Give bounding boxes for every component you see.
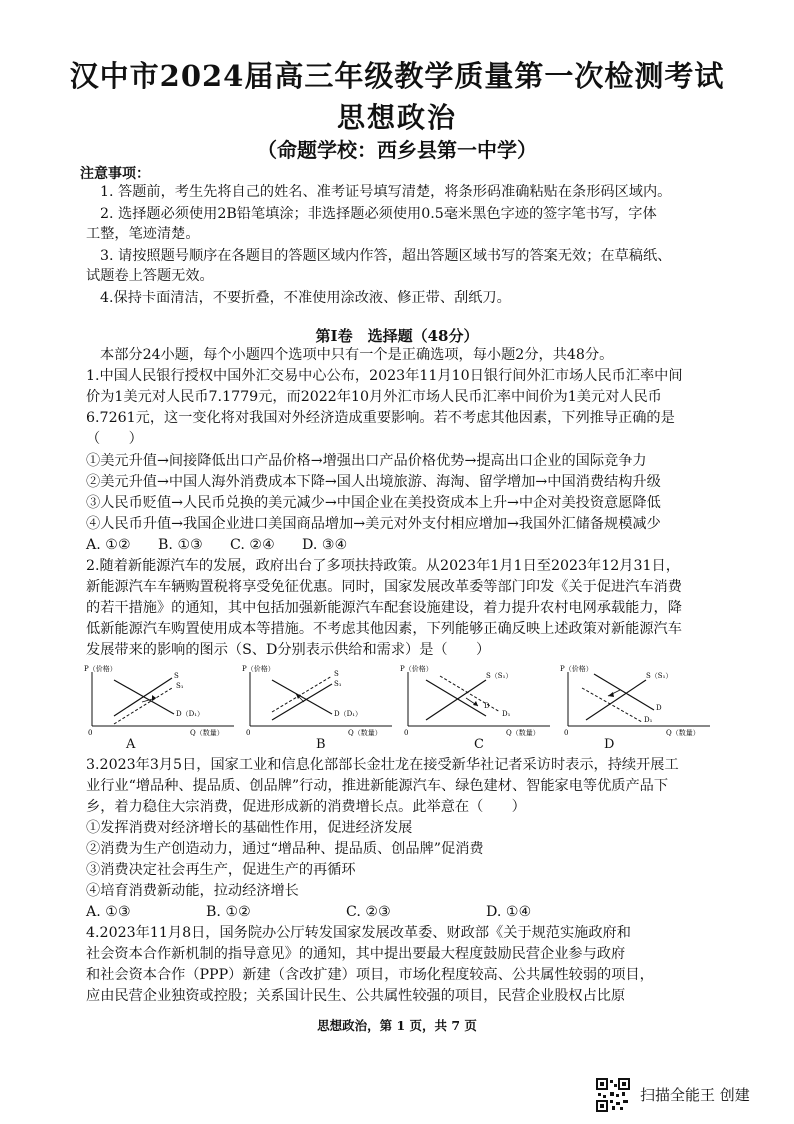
q2-stem: 的若干措施》的通知，其中包括加强新能源汽车配套设施建设，着力提升农村电网承载能力，降 [86,600,682,616]
option-c[interactable]: C. ②③ [346,904,391,920]
graph-origin: 0 [88,729,93,736]
graph-s-label: S [334,670,339,678]
graph-s1-label: S₁ [176,682,184,690]
q2-stem: 新能源汽车车辆购置税将享受免征优惠。同时，国家发展改革委等部门印发《关于促进汽车消费 [86,579,682,595]
q3-stem: 乡，着力稳住大宗消费，促进形成新的消费增长点。此举意在（ ） [86,799,526,815]
graph-d-label: D [484,702,490,710]
subject-title: 思想政治 [336,101,457,134]
graph-d1-label: D₁ [502,710,511,718]
section-intro: 本部分24小题，每个小题四个选项中只有一个是正确选项，每小题2分，共48分。 [100,347,614,363]
graph-letter-a[interactable]: A [126,737,136,752]
option-b[interactable]: B. ①② [206,904,251,920]
q1-item: ③人民币贬值→人民币兑换的美元减少→中国企业在美投资成本上升→中企对美投资意愿降低 [86,495,661,511]
notice-heading: 注意事项： [80,166,150,182]
q1-item: ①美元升值→间接降低出口产品价格→增强出口产品价格优势→提高出口企业的国际竞争力 [86,453,647,469]
q4-stem: 社会资本合作新机制的指导意见》的通知，其中提出要最大程度鼓励民营企业参与政府 [86,946,626,962]
notice-line: 4.保持卡面清洁，不要折叠，不准使用涂改液、修正带、刮纸刀。 [100,290,511,306]
q3-item: ④培育消费新动能，拉动经济增长 [86,883,299,899]
graph-d-label: D（D₁） [334,710,363,718]
q1-stem: （ ） [86,431,143,447]
graph-d [560,664,720,764]
graph-origin: 0 [564,729,569,736]
qr-code-icon [596,1078,630,1112]
graph-letter-c[interactable]: C [474,737,484,752]
graph-origin: 0 [404,729,409,736]
q1-options [86,535,374,556]
option-b[interactable]: B. ①③ [158,537,203,553]
page-footer: 思想政治，第 1 页，共 7 页 [317,1018,477,1033]
notice-line: 工整，笔迹清楚。 [86,226,200,242]
graph-y-label: P（价格） [242,665,275,673]
option-d[interactable]: D. ①④ [486,904,532,920]
q1-stem: 6.7261元，这一变化将对我国对外经济造成重要影响。若不考虑其他因素，下列推导正确的是 [86,410,675,426]
option-d[interactable]: D. ③④ [302,537,348,553]
notice-line: 试题卷上答题无效。 [86,268,214,284]
notice-line: 3. 请按照题号顺序在各题目的答题区域内作答，超出答题区域书写的答案无效；在草稿纸、 [100,248,672,264]
q1-item: ②美元升值→中国人海外消费成本下降→国人出境旅游、海淘、留学增加→中国消费结构升级 [86,474,661,490]
q2-stem: 低新能源汽车购置使用成本等措施。不考虑其他因素，下列能够正确反映上述政策对新能源汽车 [86,621,682,637]
q3-options [86,902,566,923]
option-a[interactable]: A. ①③ [86,904,131,920]
graph-s1-label: S₁ [334,680,342,688]
q1-stem: 1.中国人民银行授权中国外汇交易中心公布，2023年11月10日银行间外汇市场人民币汇率中间 [86,368,683,384]
graph-d1-label: D₁ [644,716,653,724]
notice-line: 2. 选择题必须使用2B铅笔填涂；非选择题必须使用0.5毫米黑色字迹的签字笔书写，字体 [100,206,657,222]
q1-stem: 价为1美元对人民币7.1779元，而2022年10月外汇市场人民币汇率中间价为1美元对人民币 [86,389,662,405]
q3-item: ①发挥消费对经济增长的基础性作用，促进经济发展 [86,820,413,836]
school-line: （命题学校：西乡县第一中学） [257,138,537,162]
graph-y-label: P（价格） [560,665,593,673]
graph-origin: 0 [246,729,251,736]
option-c[interactable]: C. ②④ [230,537,275,553]
graph-letter-d[interactable]: D [604,737,615,752]
q4-stem: 和社会资本合作（PPP）新建（含改扩建）项目，市场化程度较高、公共属性较弱的项目， [86,967,654,983]
q2-stem: 发展带来的影响的图示（S、D分别表示供给和需求）是（ ） [86,642,491,658]
graph-s-label: S [174,672,179,680]
graph-x-label: Q（数量） [666,729,700,736]
graph-y-label: P（价格） [400,665,433,673]
option-a[interactable]: A. ①② [86,537,131,553]
graph-s-label: S（S₁） [486,672,513,680]
section-heading: 第Ⅰ卷 选择题（48分） [315,327,479,345]
graph-d-label: D（D₁） [176,710,205,718]
q3-item: ②消费为生产创造动力，通过“增品种、提品质、创品牌”促消费 [86,841,484,857]
q3-stem: 3.2023年3月5日，国家工业和信息化部部长金壮龙在接受新华社记者采访时表示，持续开展工 [86,757,679,773]
graph-letter-b[interactable]: B [316,737,326,752]
graph-x-label: Q（数量） [506,729,540,736]
q4-stem: 4.2023年11月8日，国务院办公厅转发国家发展改革委、财政部《关于规范实施政府和 [86,925,631,941]
graph-x-label: Q（数量） [348,729,382,736]
graph-a [84,664,244,764]
q4-stem: 应由民营企业独资或控股；关系国计民生、公共属性较强的项目，民营企业股权占比原 [86,988,626,1004]
q3-item: ③消费决定社会再生产，促进生产的再循环 [86,862,356,878]
graph-x-label: Q（数量） [190,729,224,736]
watermark-text: 扫描全能王 创建 [640,1086,750,1104]
exam-title: 汉中市2024届高三年级教学质量第一次检测考试 [69,59,725,93]
graph-s-label: S（S₁） [646,672,673,680]
q3-stem: 业行业“增品种、提品质、创品牌”行动，推进新能源汽车、绿色建材、智能家电等优质产品下 [86,778,669,794]
notice-line: 1. 答题前，考生先将自己的姓名、准考证号填写清楚，将条形码准确粘贴在条形码区域内。 [100,184,672,200]
graph-d-label: D [656,704,662,712]
q2-stem: 2.随着新能源汽车的发展，政府出台了多项扶持政策。从2023年1月1日至2023年12月31日， [86,558,680,574]
graph-y-label: P（价格） [84,665,117,673]
q1-item: ④人民币升值→我国企业进口美国商品增加→美元对外支付相应增加→我国外汇储备规模减少 [86,516,661,532]
